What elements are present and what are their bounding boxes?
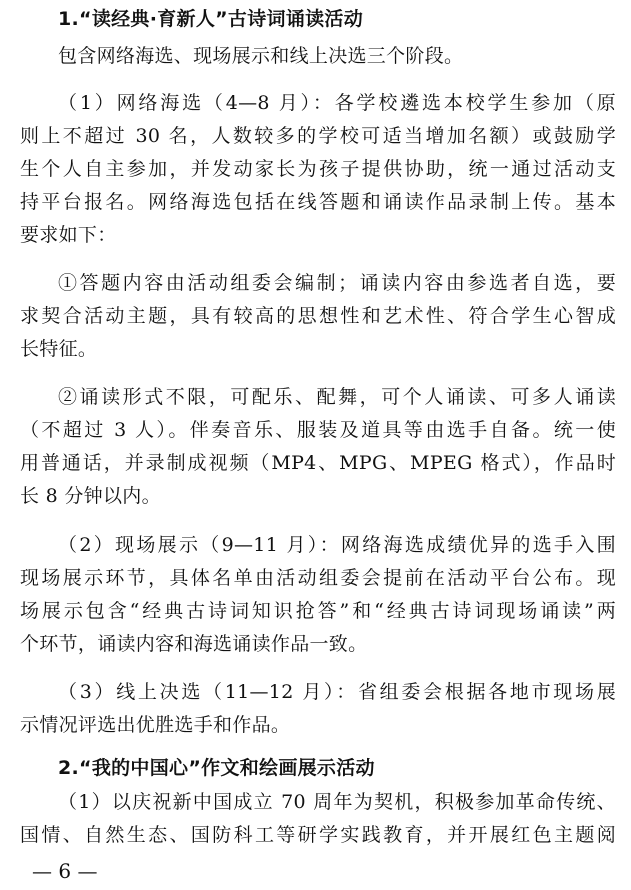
paragraph-line: 则上不超过 30 名，人数较多的学校可适当增加名额）或鼓励学 xyxy=(20,125,616,147)
paragraph-line: （3）线上决选（11—12 月）：省组委会根据各地市现场展 xyxy=(58,681,616,703)
page-number: — 6 — xyxy=(32,859,98,883)
paragraph-line: （2）现场展示（9—11 月）：网络海选成绩优异的选手入围 xyxy=(58,534,616,556)
paragraph-line: 长特征。 xyxy=(20,338,98,360)
paragraph-line: （1）以庆祝新中国成立 70 周年为契机，积极参加革命传统、 xyxy=(58,791,616,813)
paragraph-line: 长 8 分钟以内。 xyxy=(20,485,161,507)
paragraph-line: 求契合活动主题，具有较高的思想性和艺术性、符合学生心智成 xyxy=(20,305,616,327)
paragraph-line: 用普通话，并录制成视频（MP4、MPG、MPEG 格式），作品时 xyxy=(20,452,616,474)
paragraph-line: （不超过 3 人）。伴奏音乐、服装及道具等由选手自备。统一使 xyxy=(20,419,616,441)
paragraph-line: （1）网络海选（4—8 月）：各学校遴选本校学生参加（原 xyxy=(58,92,616,114)
paragraph-line: ①答题内容由活动组委会编制；诵读内容由参选者自选，要 xyxy=(58,272,616,294)
paragraph-line: ②诵读形式不限，可配乐、配舞，可个人诵读、可多人诵读 xyxy=(58,386,616,408)
paragraph-line: 生个人自主参加，并发动家长为孩子提供协助，统一通过活动支 xyxy=(20,158,616,180)
section-heading-1: 1.“读经典·育新人”古诗词诵读活动 xyxy=(58,8,364,30)
section-heading-2: 2.“我的中国心”作文和绘画展示活动 xyxy=(58,757,375,779)
paragraph-line: 个环节，诵读内容和海选诵读作品一致。 xyxy=(20,633,368,655)
paragraph-line: 场展示包含“经典古诗词知识抢答”和“经典古诗词现场诵读”两 xyxy=(20,600,616,622)
paragraph-line: 要求如下： xyxy=(20,224,117,246)
paragraph-line: 示情况评选出优胜选手和作品。 xyxy=(20,714,291,736)
paragraph-line: 持平台报名。网络海选包括在线答题和诵读作品录制上传。基本 xyxy=(20,191,616,213)
paragraph-line: 现场展示环节，具体名单由活动组委会提前在活动平台公布。现 xyxy=(20,567,616,589)
paragraph-line: 包含网络海选、现场展示和线上决选三个阶段。 xyxy=(58,45,464,67)
paragraph-line: 国情、自然生态、国防科工等研学实践教育，并开展红色主题阅 xyxy=(20,824,616,846)
